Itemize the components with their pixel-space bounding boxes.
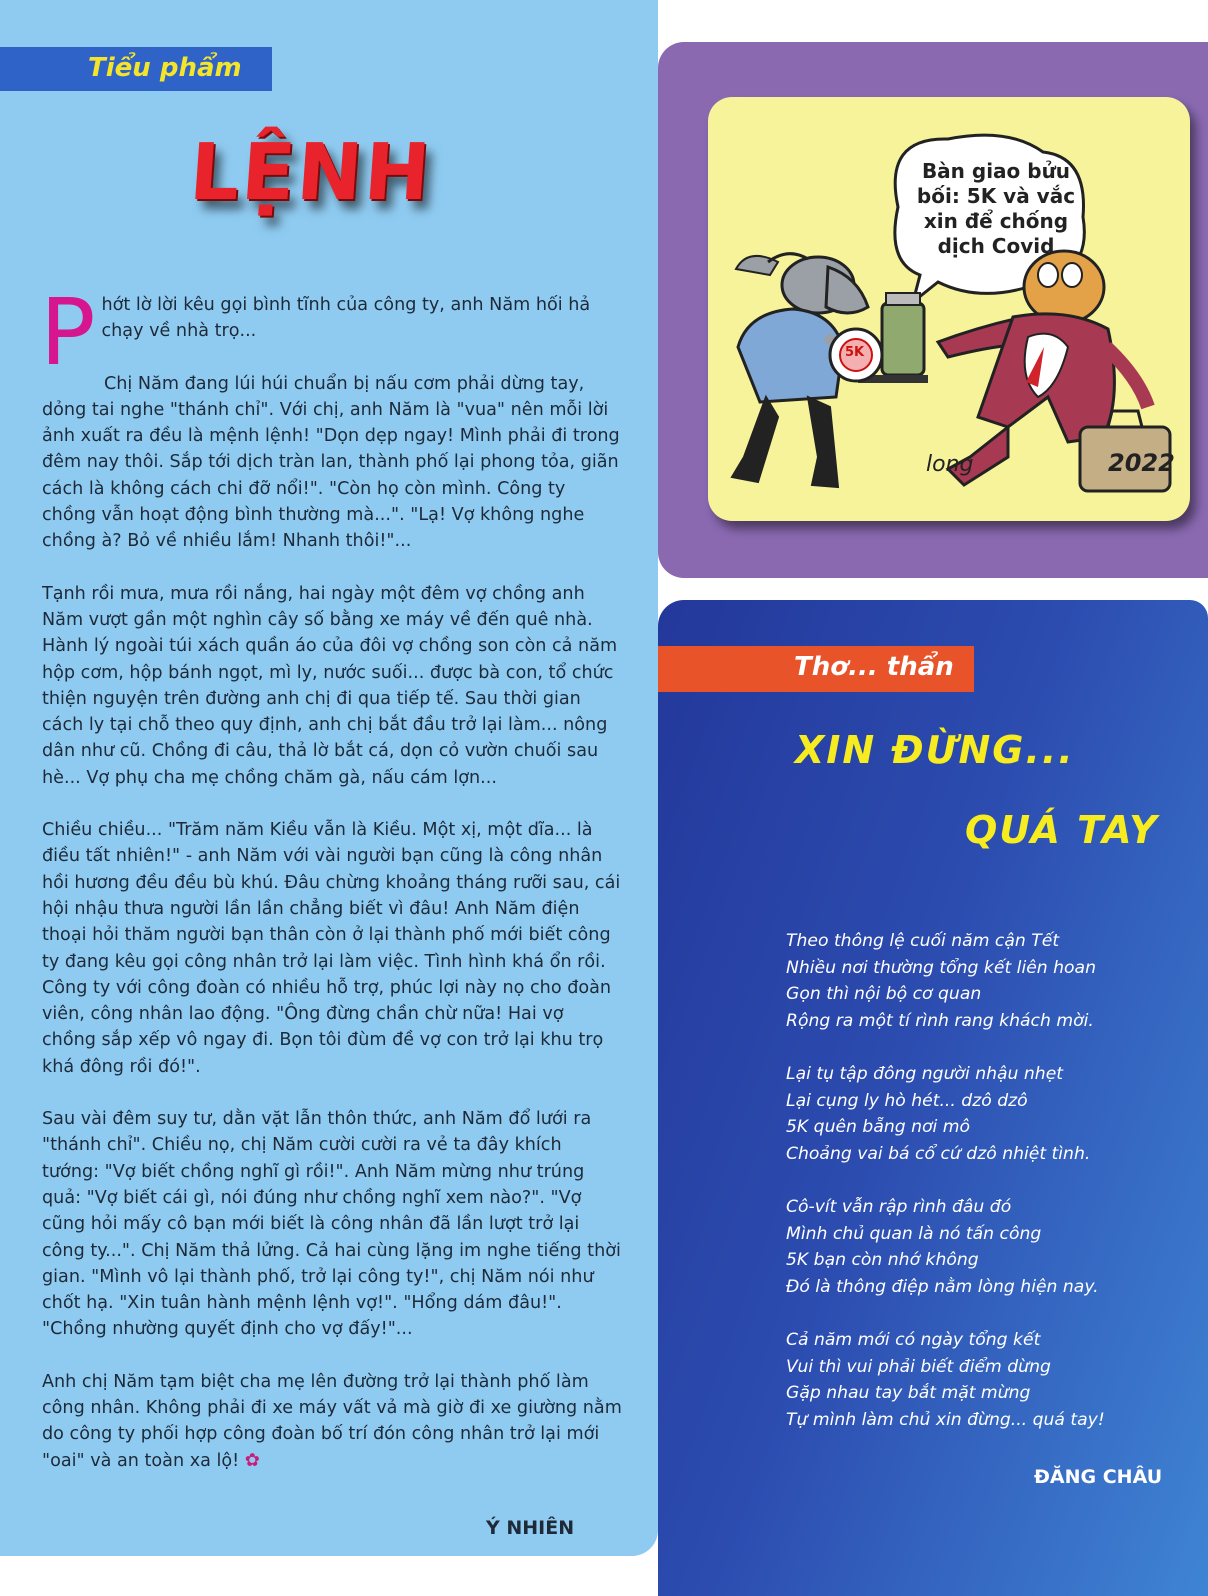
poem-stanza: [786, 1327, 1166, 1433]
poem-body: [786, 928, 1166, 1460]
poem-line: Theo thông lệ cuối năm cận Tết: [786, 931, 1060, 951]
story-paragraph: Chị Năm đang lúi húi chuẩn bị nấu cơm phải dừng tay, dỏng tai nghe "thánh chỉ". Với chị, anh Năm là "vua" nên mỗi lời ảnh xuất ra đều là mệnh lệnh! "Dọn dẹp ngay! Mình phải đi trong đêm nay thôi. Sắp tới dịch tràn lan, thành phố lại phong tỏa, giãn cách là không cách chi đỡ nổi!". "Còn họ còn mình. Công ty chồng vẫn hoạt động bình thường mà...". "Lạ! Vợ không nghe chồng à? Bỏ về nhiều lắm! Nhanh thôi!"...: [42, 373, 620, 552]
drop-cap: P: [40, 279, 96, 386]
poem-line: Rộng ra một tí rình rang khách mời.: [786, 1010, 1094, 1031]
story-paragraph: Phớt lờ lời kêu gọi bình tĩnh của công ty, anh Năm hối hả chạy về nhà trọ...: [40, 279, 591, 386]
poem-line: Nhiều nơi thường tổng kết liên hoan: [786, 957, 1096, 978]
end-flower-icon: ✿: [244, 1449, 260, 1471]
section-tag-label: Tiểu phẩm: [88, 53, 242, 83]
poem-line: Gọn thì nội bộ cơ quan: [786, 984, 982, 1005]
poem-line: 5K bạn còn nhớ không: [786, 1250, 979, 1271]
cartoon-illustration: [708, 97, 1190, 521]
poem-stanza: [786, 1061, 1166, 1167]
poem-line: Vui thì vui phải biết điểm dừng: [786, 1356, 1051, 1377]
poem-stanza: [786, 1194, 1166, 1300]
poem-line: Choảng vai bá cổ cứ dzô nhiệt tình.: [786, 1143, 1091, 1164]
story-paragraph: Tạnh rồi mưa, mưa rồi nắng, hai ngày một đêm vợ chồng anh Năm vượt gần một nghìn cây số bằng xe máy về đến quê nhà. Hành lý ngoài túi xách quần áo của đôi vợ chồng son còn cả năm hộp cơm, hộp bánh ngọt, mì ly, nước suối... được bà con, tổ chức thiện nguyện trên đường anh chị đi qua tiếp tế. Sau thời gian cách ly tại chỗ theo quy định, anh chị bắt đầu trở lại làm... nông dân như cũ. Chồng đi câu, thả lờ bắt cá, dọn cỏ vườn chuối sau hè... Vợ phụ cha mẹ chồng chăm gà, nấu cám lợn...: [42, 583, 618, 788]
poem-line: Tự mình làm chủ xin đừng... quá tay!: [786, 1409, 1105, 1430]
story-paragraph: Anh chị Năm tạm biệt cha mẹ lên đường trở lại thành phố làm công nhân. Không phải đi xe máy vất vả mà giờ đi xe giường nằm do công ty phối hợp công đoàn bố trí đón công nhân trở lại mới "oai" và an toàn xa lộ! ✿: [42, 1371, 622, 1471]
speech-bubble-text: Bàn giao bửu bối: 5K và vắc xin để chống dịch Covid: [916, 159, 1076, 258]
poem-author: ĐĂNG CHÂU: [1034, 1466, 1163, 1488]
poem-stanza: [786, 928, 1166, 1034]
story-author: Ý NHIÊN: [486, 1517, 575, 1539]
story-paragraph: Sau vài đêm suy tư, dằn vặt lẫn thôn thức, anh Năm đổ lưới ra "thánh chỉ". Chiều nọ, chị Năm cười cười ra vẻ ta đây khích tướng: "Vợ biết chồng nghĩ gì rồi!". Anh Năm mừng như trúng quả: "Vợ biết cái gì, nói đúng như chồng nghĩ xem nào?". "Vợ cũng hỏi mấy cô bạn mới biết là công nhân đã lần lượt trở lại công ty...". Chị Năm thả lửng. Cả hai cùng lặng im nghe tiếng thời gian. "Mình vô lại thành phố, trở lại công ty!", chị Năm nói như chốt hạ. "Xin tuân hành mệnh lệnh vợ!". "Hổng dám đâu!". "Chồng nhường quyết định cho vợ đấy!"...: [42, 1109, 621, 1340]
story-body: [40, 279, 622, 1500]
poem-line: Cả năm mới có ngày tổng kết: [786, 1329, 1041, 1350]
poem-line: Đó là thông điệp nằm lòng hiện nay.: [786, 1276, 1099, 1297]
poem-line: Lại cụng ly hò hét... dzô dzô: [786, 1090, 1028, 1111]
section-tag-label: Thơ... thẩn: [794, 652, 954, 682]
briefcase-year-label: 2022: [1108, 449, 1175, 477]
poem-line: Mình chủ quan là nó tấn công: [786, 1223, 1042, 1244]
section-tag-tho-than: [658, 646, 974, 692]
poem-line: Lại tụ tập đông người nhậu nhẹt: [786, 1063, 1064, 1084]
poem-title-line-1: XIN ĐỪNG...: [795, 728, 1075, 772]
story-paragraph: Chiều chiều... "Trăm năm Kiều vẫn là Kiều. Một xị, một dĩa... là điều tất nhiên!" - anh Năm với vài người bạn cũng là công nhân hồi hương đều đều bù khú. Đâu chừng khoảng tháng rưỡi sau, cái hội nhậu thưa người lần lần chẳng biết vì đâu! Anh Năm điện thoại hỏi thăm người bạn thân còn ở lại thành phố mới biết công ty đang kêu gọi công nhân trở lại làm việc. Tình hình khá ổn rồi. Công ty với công đoàn có nhiều hỗ trợ, phúc lợi này nọ cho đoàn viên, công nhân lao động. "Ông đừng chần chừ nữa! Hai vợ chồng sắp xếp vô ngay đi. Bọn tôi đùm đề vợ con trở lại khu trọ khá đông rồi đó!".: [42, 820, 621, 1077]
artist-signature: long: [926, 452, 974, 477]
section-tag-tieu-pham: [0, 47, 272, 91]
poem-title-line-2: QUÁ TAY: [965, 808, 1159, 852]
poem-line: Cô-vít vẫn rập rình đâu đó: [786, 1196, 1012, 1217]
story-title: LỆNH: [186, 128, 435, 218]
5k-badge: 5K: [845, 345, 865, 360]
poem-line: Gặp nhau tay bắt mặt mừng: [786, 1383, 1031, 1404]
poem-line: 5K quên bẵng nơi mô: [786, 1117, 971, 1138]
